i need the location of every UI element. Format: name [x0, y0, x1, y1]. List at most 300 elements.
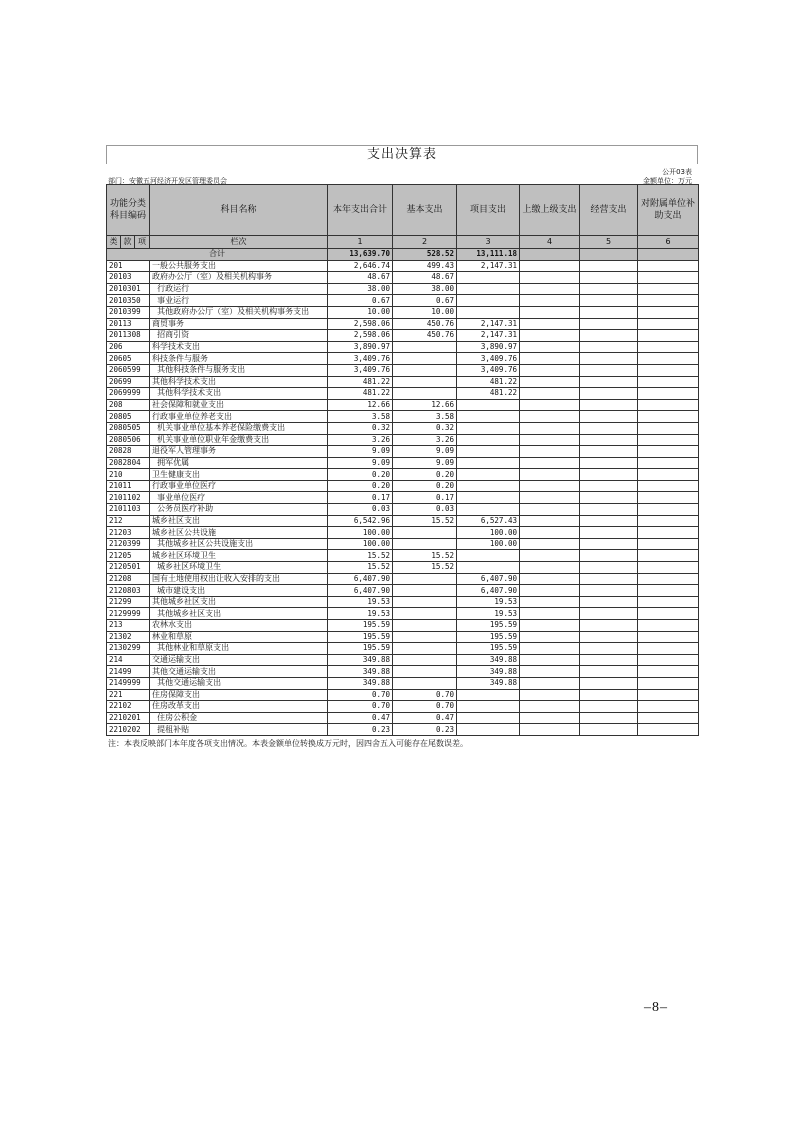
header-upper: 上缴上级支出: [520, 185, 580, 236]
row-upper: [520, 620, 580, 632]
row-name: 其他科学技术支出: [150, 376, 328, 388]
row-code: 2129999: [107, 608, 150, 620]
row-basic: [393, 341, 457, 353]
row-basic: 0.70: [393, 701, 457, 713]
row-code: 2120501: [107, 562, 150, 574]
row-total: 2,598.06: [328, 330, 393, 342]
row-code: 2130299: [107, 643, 150, 655]
row-upper: [520, 283, 580, 295]
row-project: [457, 504, 520, 516]
row-name: 其他交通运输支出: [150, 666, 328, 678]
row-subsidy: [638, 446, 699, 458]
table-row: [107, 515, 699, 527]
row-subsidy: [638, 330, 699, 342]
row-total: 0.03: [328, 504, 393, 516]
header-kuan: 款: [121, 236, 135, 249]
row-total: 0.17: [328, 492, 393, 504]
row-code: 221: [107, 689, 150, 701]
row-name: 城乡社区环境卫生: [150, 562, 328, 574]
row-code: 21011: [107, 480, 150, 492]
row-name: 住房保障支出: [150, 689, 328, 701]
row-project: [457, 411, 520, 423]
row-total: 349.88: [328, 654, 393, 666]
table-row: [107, 376, 699, 388]
row-name: 提租补贴: [150, 724, 328, 736]
row-basic: [393, 608, 457, 620]
row-code: 20113: [107, 318, 150, 330]
row-subsidy: [638, 596, 699, 608]
row-code: 2082804: [107, 457, 150, 469]
row-project: 481.22: [457, 376, 520, 388]
row-basic: [393, 376, 457, 388]
table-row: [107, 666, 699, 678]
expenditure-sheet: [106, 145, 698, 749]
row-basic: 10.00: [393, 306, 457, 318]
row-total: 195.59: [328, 643, 393, 655]
row-total: 0.70: [328, 701, 393, 713]
row-subsidy: [638, 480, 699, 492]
row-project: [457, 492, 520, 504]
table-row: [107, 492, 699, 504]
row-name: 一般公共服务支出: [150, 260, 328, 272]
row-subsidy: [638, 457, 699, 469]
row-total: 15.52: [328, 562, 393, 574]
row-business: [580, 677, 638, 689]
row-total: 6,407.90: [328, 573, 393, 585]
table-row: [107, 446, 699, 458]
row-code: 201: [107, 260, 150, 272]
table-row: [107, 538, 699, 550]
row-business: [580, 538, 638, 550]
row-total: 0.20: [328, 480, 393, 492]
total-sum: 13,639.70: [328, 249, 393, 261]
row-total: 3.26: [328, 434, 393, 446]
row-upper: [520, 562, 580, 574]
table-row: [107, 504, 699, 516]
row-project: [457, 550, 520, 562]
row-basic: 12.66: [393, 399, 457, 411]
row-code: 2080505: [107, 422, 150, 434]
row-name: 机关事业单位职业年金缴费支出: [150, 434, 328, 446]
row-business: [580, 376, 638, 388]
row-basic: [393, 654, 457, 666]
row-subsidy: [638, 411, 699, 423]
row-subsidy: [638, 643, 699, 655]
unit-label: 金额单位：万元: [643, 177, 692, 185]
row-total: 349.88: [328, 666, 393, 678]
row-name: 招商引资: [150, 330, 328, 342]
table-row: [107, 701, 699, 713]
row-project: [457, 295, 520, 307]
row-total: 481.22: [328, 388, 393, 400]
row-name: 科技条件与服务: [150, 353, 328, 365]
row-upper: [520, 376, 580, 388]
row-total: 0.23: [328, 724, 393, 736]
row-business: [580, 341, 638, 353]
row-total: 0.67: [328, 295, 393, 307]
table-row: [107, 480, 699, 492]
table-row: [107, 689, 699, 701]
row-code: 21499: [107, 666, 150, 678]
row-upper: [520, 422, 580, 434]
row-business: [580, 295, 638, 307]
table-row: [107, 364, 699, 376]
row-code: 2010399: [107, 306, 150, 318]
row-code: 2010301: [107, 283, 150, 295]
header-column-label: 栏次: [150, 236, 328, 249]
row-business: [580, 399, 638, 411]
row-name: 机关事业单位基本养老保险缴费支出: [150, 422, 328, 434]
col-no-5: 5: [580, 236, 638, 249]
row-upper: [520, 538, 580, 550]
row-subsidy: [638, 318, 699, 330]
row-code: 2210201: [107, 712, 150, 724]
row-name: 政府办公厅（室）及相关机构事务: [150, 272, 328, 284]
total-row: [107, 249, 699, 261]
row-business: [580, 620, 638, 632]
header-subsidy: 对附属单位补助支出: [638, 185, 699, 236]
row-project: 195.59: [457, 643, 520, 655]
row-total: 349.88: [328, 677, 393, 689]
row-subsidy: [638, 434, 699, 446]
row-project: [457, 434, 520, 446]
row-upper: [520, 701, 580, 713]
row-project: [457, 422, 520, 434]
row-subsidy: [638, 538, 699, 550]
row-subsidy: [638, 677, 699, 689]
row-upper: [520, 515, 580, 527]
row-total: 2,646.74: [328, 260, 393, 272]
table-row: [107, 573, 699, 585]
table-row: [107, 596, 699, 608]
row-project: 19.53: [457, 596, 520, 608]
row-basic: 0.03: [393, 504, 457, 516]
row-subsidy: [638, 283, 699, 295]
row-name: 退役军人管理事务: [150, 446, 328, 458]
table-row: [107, 353, 699, 365]
row-upper: [520, 411, 580, 423]
row-business: [580, 573, 638, 585]
row-upper: [520, 330, 580, 342]
row-business: [580, 550, 638, 562]
col-no-2: 2: [393, 236, 457, 249]
row-project: 3,409.76: [457, 353, 520, 365]
row-subsidy: [638, 620, 699, 632]
row-upper: [520, 724, 580, 736]
row-subsidy: [638, 469, 699, 481]
row-code: 20699: [107, 376, 150, 388]
row-name: 卫生健康支出: [150, 469, 328, 481]
row-business: [580, 480, 638, 492]
row-business: [580, 283, 638, 295]
row-basic: 0.67: [393, 295, 457, 307]
table-row: [107, 608, 699, 620]
row-business: [580, 631, 638, 643]
row-subsidy: [638, 364, 699, 376]
row-upper: [520, 434, 580, 446]
row-project: [457, 701, 520, 713]
header-name: 科目名称: [150, 185, 328, 236]
row-upper: [520, 295, 580, 307]
row-upper: [520, 318, 580, 330]
row-business: [580, 364, 638, 376]
row-business: [580, 306, 638, 318]
row-subsidy: [638, 573, 699, 585]
row-subsidy: [638, 492, 699, 504]
total-business: [580, 249, 638, 261]
table-row: [107, 469, 699, 481]
row-business: [580, 260, 638, 272]
row-subsidy: [638, 399, 699, 411]
row-basic: 0.20: [393, 480, 457, 492]
row-total: 0.32: [328, 422, 393, 434]
total-subsidy: [638, 249, 699, 261]
row-basic: 3.26: [393, 434, 457, 446]
row-upper: [520, 306, 580, 318]
row-total: 195.59: [328, 631, 393, 643]
row-total: 19.53: [328, 608, 393, 620]
row-name: 其他交通运输支出: [150, 677, 328, 689]
row-business: [580, 318, 638, 330]
row-name: 城市建设支出: [150, 585, 328, 597]
page-number: –8–: [644, 1000, 668, 1015]
row-basic: [393, 538, 457, 550]
row-project: [457, 306, 520, 318]
row-code: 2120399: [107, 538, 150, 550]
row-business: [580, 504, 638, 516]
row-project: 481.22: [457, 388, 520, 400]
row-basic: 38.00: [393, 283, 457, 295]
table-row: [107, 631, 699, 643]
table-row: [107, 388, 699, 400]
row-project: [457, 689, 520, 701]
row-upper: [520, 469, 580, 481]
table-row: [107, 620, 699, 632]
row-code: 2069999: [107, 388, 150, 400]
row-basic: 0.32: [393, 422, 457, 434]
row-subsidy: [638, 562, 699, 574]
row-upper: [520, 388, 580, 400]
row-project: 19.53: [457, 608, 520, 620]
row-subsidy: [638, 422, 699, 434]
row-code: 2060599: [107, 364, 150, 376]
row-name: 城乡社区公共设施: [150, 527, 328, 539]
row-name: 其他科技条件与服务支出: [150, 364, 328, 376]
row-name: 其他科学技术支出: [150, 388, 328, 400]
row-code: 20805: [107, 411, 150, 423]
table-row: [107, 318, 699, 330]
row-business: [580, 272, 638, 284]
total-project: 13,111.18: [457, 249, 520, 261]
row-subsidy: [638, 527, 699, 539]
row-subsidy: [638, 701, 699, 713]
row-upper: [520, 446, 580, 458]
row-total: 3,409.76: [328, 364, 393, 376]
row-total: 19.53: [328, 596, 393, 608]
row-basic: [393, 573, 457, 585]
row-total: 195.59: [328, 620, 393, 632]
row-name: 行政事业单位医疗: [150, 480, 328, 492]
row-project: 349.88: [457, 677, 520, 689]
row-project: [457, 724, 520, 736]
row-project: 2,147.31: [457, 318, 520, 330]
row-name: 科学技术支出: [150, 341, 328, 353]
row-total: 100.00: [328, 527, 393, 539]
row-code: 20828: [107, 446, 150, 458]
meta-row: [106, 164, 698, 184]
header-total: 本年支出合计: [328, 185, 393, 236]
row-basic: [393, 364, 457, 376]
table-row: [107, 585, 699, 597]
row-code: 2101103: [107, 504, 150, 516]
row-subsidy: [638, 272, 699, 284]
row-code: 22102: [107, 701, 150, 713]
row-business: [580, 457, 638, 469]
row-code: 2210202: [107, 724, 150, 736]
row-upper: [520, 480, 580, 492]
row-upper: [520, 666, 580, 678]
row-basic: 15.52: [393, 515, 457, 527]
row-basic: 3.58: [393, 411, 457, 423]
row-upper: [520, 341, 580, 353]
row-subsidy: [638, 666, 699, 678]
row-basic: 9.09: [393, 457, 457, 469]
row-subsidy: [638, 341, 699, 353]
row-business: [580, 712, 638, 724]
row-project: 3,890.97: [457, 341, 520, 353]
row-project: [457, 712, 520, 724]
row-upper: [520, 260, 580, 272]
row-code: 21205: [107, 550, 150, 562]
expenditure-table: [106, 184, 699, 736]
row-upper: [520, 457, 580, 469]
table-row: [107, 306, 699, 318]
row-project: 100.00: [457, 527, 520, 539]
row-total: 9.09: [328, 446, 393, 458]
row-name: 拥军优属: [150, 457, 328, 469]
row-business: [580, 596, 638, 608]
table-row: [107, 341, 699, 353]
row-basic: [393, 631, 457, 643]
row-upper: [520, 608, 580, 620]
row-total: 3,890.97: [328, 341, 393, 353]
row-business: [580, 446, 638, 458]
row-basic: [393, 677, 457, 689]
row-project: [457, 446, 520, 458]
row-upper: [520, 492, 580, 504]
row-name: 公务员医疗补助: [150, 504, 328, 516]
row-business: [580, 353, 638, 365]
header-code-group: 功能分类科目编码: [107, 185, 150, 236]
row-project: [457, 469, 520, 481]
row-code: 2080506: [107, 434, 150, 446]
row-basic: [393, 596, 457, 608]
row-name: 城乡社区环境卫生: [150, 550, 328, 562]
row-code: 2011308: [107, 330, 150, 342]
row-total: 3.58: [328, 411, 393, 423]
row-basic: 450.76: [393, 318, 457, 330]
table-row: [107, 654, 699, 666]
row-code: 208: [107, 399, 150, 411]
row-total: 48.67: [328, 272, 393, 284]
table-row: [107, 677, 699, 689]
row-subsidy: [638, 631, 699, 643]
row-code: 214: [107, 654, 150, 666]
row-business: [580, 434, 638, 446]
row-total: 12.66: [328, 399, 393, 411]
row-name: 事业单位医疗: [150, 492, 328, 504]
row-total: 100.00: [328, 538, 393, 550]
row-basic: 0.17: [393, 492, 457, 504]
table-row: [107, 399, 699, 411]
row-code: 212: [107, 515, 150, 527]
row-subsidy: [638, 306, 699, 318]
row-basic: 0.23: [393, 724, 457, 736]
row-business: [580, 422, 638, 434]
row-basic: [393, 388, 457, 400]
row-project: 2,147.31: [457, 330, 520, 342]
total-basic: 528.52: [393, 249, 457, 261]
row-total: 38.00: [328, 283, 393, 295]
row-subsidy: [638, 724, 699, 736]
table-row: [107, 330, 699, 342]
form-number: 公开03表: [662, 168, 692, 176]
row-upper: [520, 585, 580, 597]
row-basic: [393, 527, 457, 539]
row-name: 行政事业单位养老支出: [150, 411, 328, 423]
row-upper: [520, 573, 580, 585]
row-subsidy: [638, 353, 699, 365]
row-code: 20605: [107, 353, 150, 365]
table-row: [107, 712, 699, 724]
row-subsidy: [638, 295, 699, 307]
row-code: 21299: [107, 596, 150, 608]
row-business: [580, 608, 638, 620]
row-basic: 0.20: [393, 469, 457, 481]
table-row: [107, 260, 699, 272]
row-basic: [393, 643, 457, 655]
row-name: 事业运行: [150, 295, 328, 307]
row-total: 6,542.96: [328, 515, 393, 527]
table-row: [107, 295, 699, 307]
row-project: [457, 399, 520, 411]
row-total: 9.09: [328, 457, 393, 469]
row-subsidy: [638, 260, 699, 272]
row-code: 20103: [107, 272, 150, 284]
row-project: 195.59: [457, 620, 520, 632]
row-basic: 9.09: [393, 446, 457, 458]
row-total: 0.20: [328, 469, 393, 481]
row-total: 15.52: [328, 550, 393, 562]
table-row: [107, 457, 699, 469]
row-basic: 0.70: [393, 689, 457, 701]
row-basic: 450.76: [393, 330, 457, 342]
row-subsidy: [638, 388, 699, 400]
header-lei: 类: [107, 236, 121, 249]
row-basic: [393, 620, 457, 632]
row-upper: [520, 550, 580, 562]
row-business: [580, 689, 638, 701]
row-project: 3,409.76: [457, 364, 520, 376]
row-basic: 499.43: [393, 260, 457, 272]
row-upper: [520, 654, 580, 666]
row-code: 21302: [107, 631, 150, 643]
row-business: [580, 585, 638, 597]
row-project: [457, 480, 520, 492]
row-name: 交通运输支出: [150, 654, 328, 666]
row-name: 住房公积金: [150, 712, 328, 724]
table-row: [107, 422, 699, 434]
